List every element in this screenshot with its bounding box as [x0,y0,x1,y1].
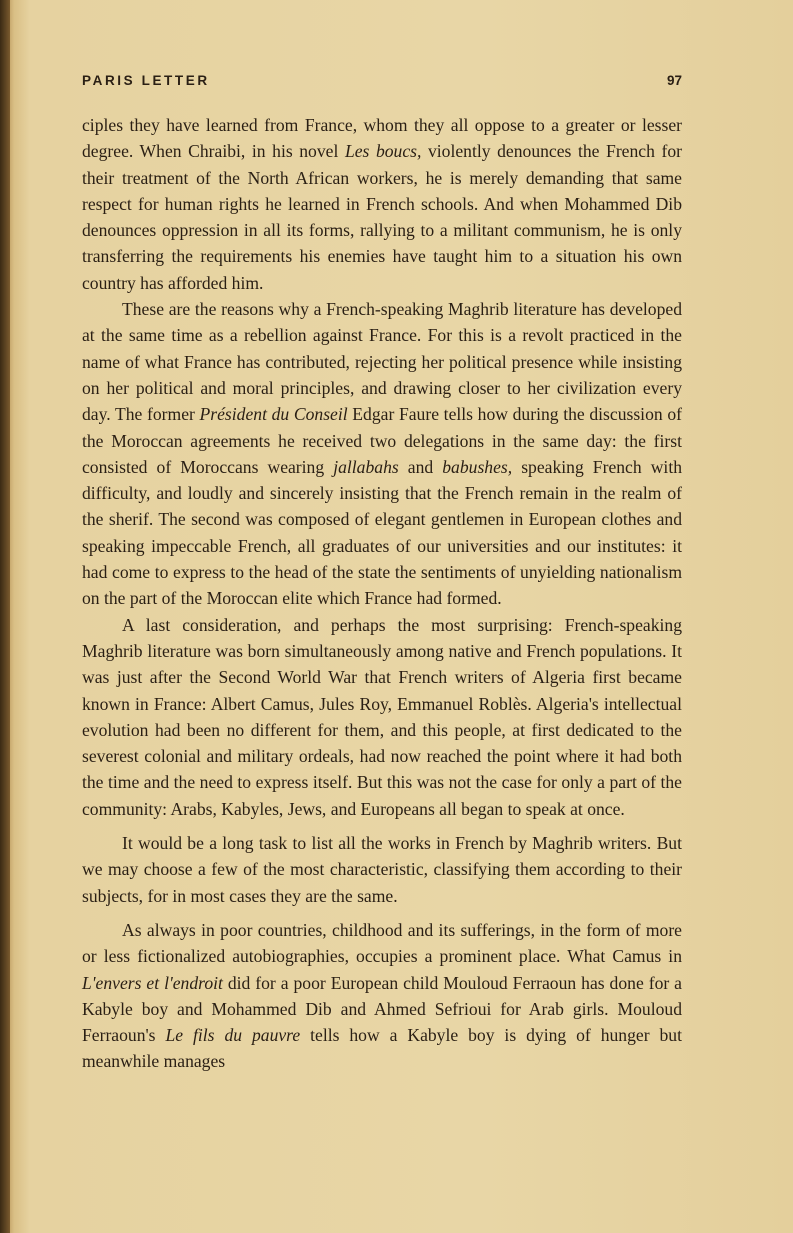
page-header [82,73,682,95]
text-run: violently denounces the French for their treatment of the North African workers, he is merely demanding that same respect for human rights he learned in French schools. And when Mohammed Dib denounces oppression in all its forms, rallying to a militant communism, he is only transferring the requirements his enemies have taught him to a situation his own country has afforded him. [82,141,682,293]
text-run: A last consideration, and perhaps the most surprising: French-speaking Maghrib literature was born simultaneously among native and French populations. It was just after the Second World War that French writers of Algeria first became known in France: Albert Camus, Jules Roy, Emmanuel Roblès. Algeria's intellectual evolution had been no different for them, and this people, at first dedicated to the severest colonial and military ordeals, had now reached the point where it had both the time and the need to express itself. But this was not the case for only a part of the community: Arabs, Kabyles, Jews, and Europeans all began to speak at once. [82,614,682,819]
paragraph [82,112,682,296]
paragraph [82,612,682,822]
text-run: tells how a Kabyle boy is dying of hunger but meanwhile manages [82,1025,682,1072]
text-run: speaking French with difficulty, and loudly and sincerely insisting that the French remain in the realm of the sherif. The second was composed of elegant gentlemen in European clothes and speaking impeccable French, all graduates of our universities and our institutes: it had come to express to the head of the state the sentiments of unyielding nationalism on the part of the Moroccan elite which France had formed. [82,456,682,609]
text-run: It would be a long task to list all the works in French by Maghrib writers. But we may choose a few of the most characteristic, classifying them according to their subjects, for in most cases they are the same. [82,833,682,906]
paragraph [82,917,682,1075]
binding-edge [0,0,10,1233]
italic-text: Président du Conseil [199,404,348,425]
text-run: As always in poor countries, childhood and its sufferings, in the form of more or less fictionalized autobiographies, occupies a prominent place. What Camus in [82,919,682,967]
text-run: ciples they have learned from France, whom they all oppose to a greater or lesser degree. When Chraibi, in his novel [82,115,682,162]
text-run: and [398,456,443,477]
body-text [82,112,682,1075]
text-run: These are the reasons why a French-speaking Maghrib literature has developed at the same time as a rebellion against France. For this is a revolt practiced in the name of what France has contributed, rejecting her political presence while insisting on her political and moral principles, and drawing closer to her civilization every day. The former [82,299,682,425]
running-head: PARIS LETTER [82,73,210,88]
italic-text: babushes, [442,456,513,477]
italic-text: jallabahs [333,456,399,477]
page-number: 97 [666,73,682,88]
paragraph [82,296,682,612]
paragraph [82,830,682,909]
italic-text: L'envers et l'endroit [82,972,223,993]
text-run: Edgar Faure tells how during the discussion of the Moroccan agreements he received two delegations in the same day: the first consisted of Moroccans wearing [82,404,682,477]
text-run: did for a poor European child Mouloud Ferraoun has done for a Kabyle boy and Mohammed Dib and Ahmed Sefrioui for Arab girls. Mouloud Ferraoun's [82,972,682,1046]
italic-text: Le fils du pauvre [165,1025,301,1046]
italic-text: Les boucs, [344,141,422,162]
